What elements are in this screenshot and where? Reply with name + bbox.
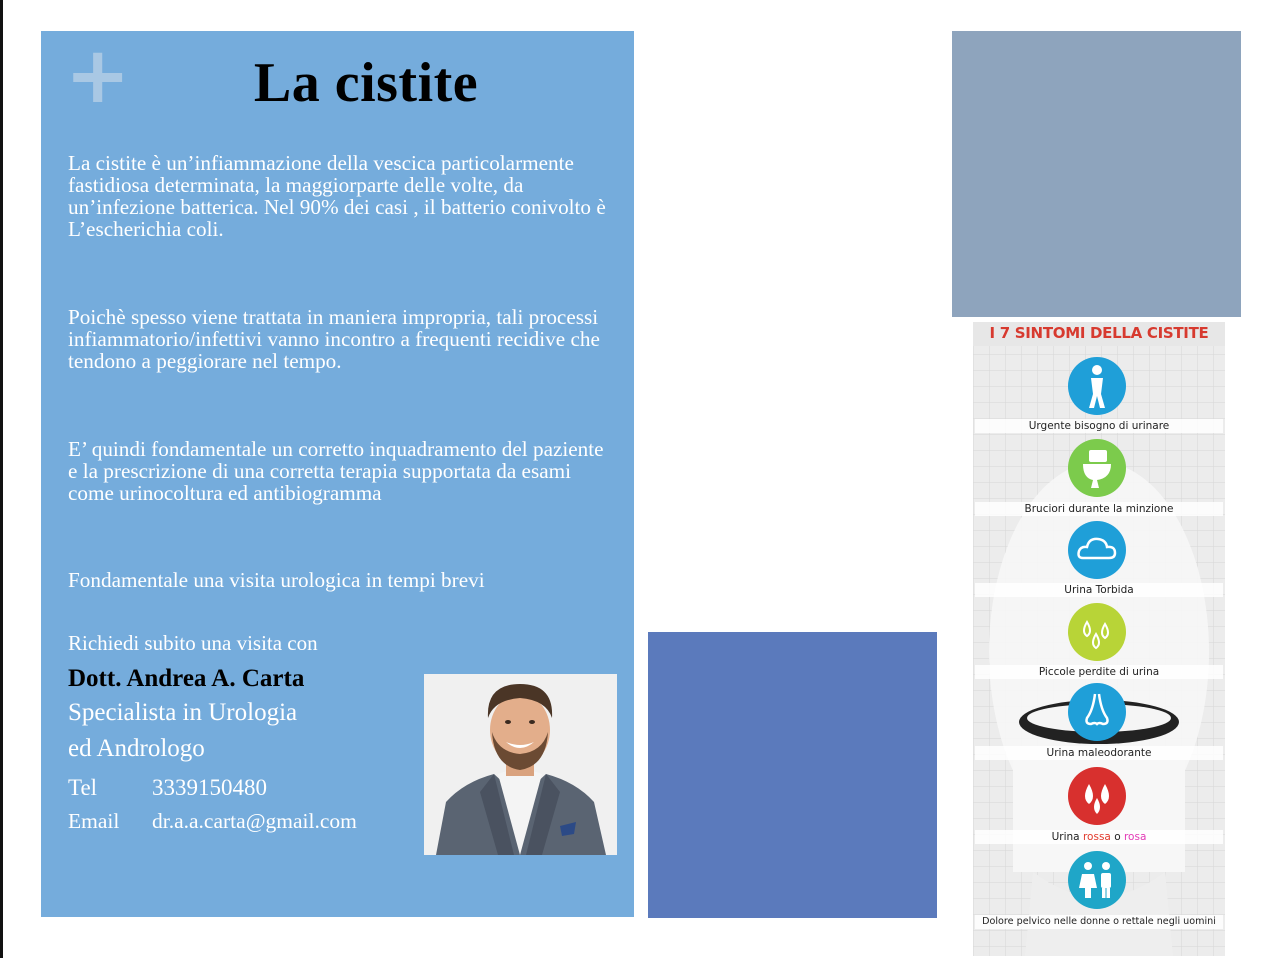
symptom-label-part: Urina <box>1051 831 1083 843</box>
email-row <box>68 809 357 834</box>
specialty-line-2: ed Andrologo <box>68 735 205 762</box>
email-label: Email <box>68 809 120 833</box>
phone-row <box>68 775 267 801</box>
symptom-label-red: rossa <box>1082 831 1111 843</box>
paragraph-diagnosis: E’ quindi fondamentale un corretto inquadramento del paziente e la prescrizione di una corretta terapia supportata da esami come urinocoltura ed antibiogramma <box>68 437 604 505</box>
plus-icon: + <box>65 31 131 121</box>
symptom-label-pink: rosa <box>1123 831 1147 843</box>
symptom-label: Urina Torbida <box>975 583 1223 597</box>
doctor-photo <box>424 674 617 855</box>
doctor-name: Dott. Andrea A. Carta <box>68 665 305 692</box>
email-address[interactable]: dr.a.a.carta@gmail.com <box>152 809 357 833</box>
paragraph-recurrence: Poichè spesso viene trattata in maniera impropria, tali processi infiammatorio/infettivi vanno incontro a frequenti recidive che tendono a peggiorare nel tempo. <box>68 305 600 373</box>
blue-decor-block <box>648 632 937 918</box>
symptom-label: Urgente bisogno di urinare <box>975 419 1223 433</box>
cloud-icon <box>1067 520 1127 580</box>
symptoms-infographic <box>973 322 1225 956</box>
toilet-icon <box>1067 438 1127 498</box>
gray-decor-block <box>952 31 1241 317</box>
symptom-label-part: o <box>1110 831 1124 843</box>
paragraph-visit: Fondamentale una visita urologica in tempi brevi <box>68 568 485 592</box>
symptom-label: Dolore pelvico nelle donne o rettale negli uomini <box>975 915 1223 929</box>
paragraph-definition: La cistite è un’infiammazione della vescica particolarmente fastidiosa determinata, la maggiorparte delle volte, da un’infezione batterica. Nel 90% dei casi , il batterio conivolto è L’escherichia coli. <box>68 151 606 241</box>
specialty-line-1: Specialista in Urologia <box>68 699 298 726</box>
phone-label: Tel <box>68 775 98 800</box>
drops-icon <box>1067 602 1127 662</box>
phone-number[interactable]: 3339150480 <box>152 775 267 800</box>
nose-icon <box>1067 682 1127 742</box>
contact-intro: Richiedi subito una visita con <box>68 631 318 655</box>
slide-title: La cistite <box>253 52 479 114</box>
symptom-label: Piccole perdite di urina <box>975 665 1223 679</box>
blood-drops-icon <box>1067 766 1127 826</box>
infographic-title: I 7 SINTOMI DELLA CISTITE <box>989 324 1209 342</box>
man-woman-icon <box>1067 850 1127 910</box>
person-urgency-icon <box>1067 356 1127 416</box>
left-edge-line <box>0 0 3 958</box>
symptom-label <box>975 830 1223 844</box>
symptom-label: Bruciori durante la minzione <box>975 502 1223 516</box>
symptom-label: Urina maleodorante <box>975 746 1223 760</box>
info-panel <box>41 31 634 917</box>
